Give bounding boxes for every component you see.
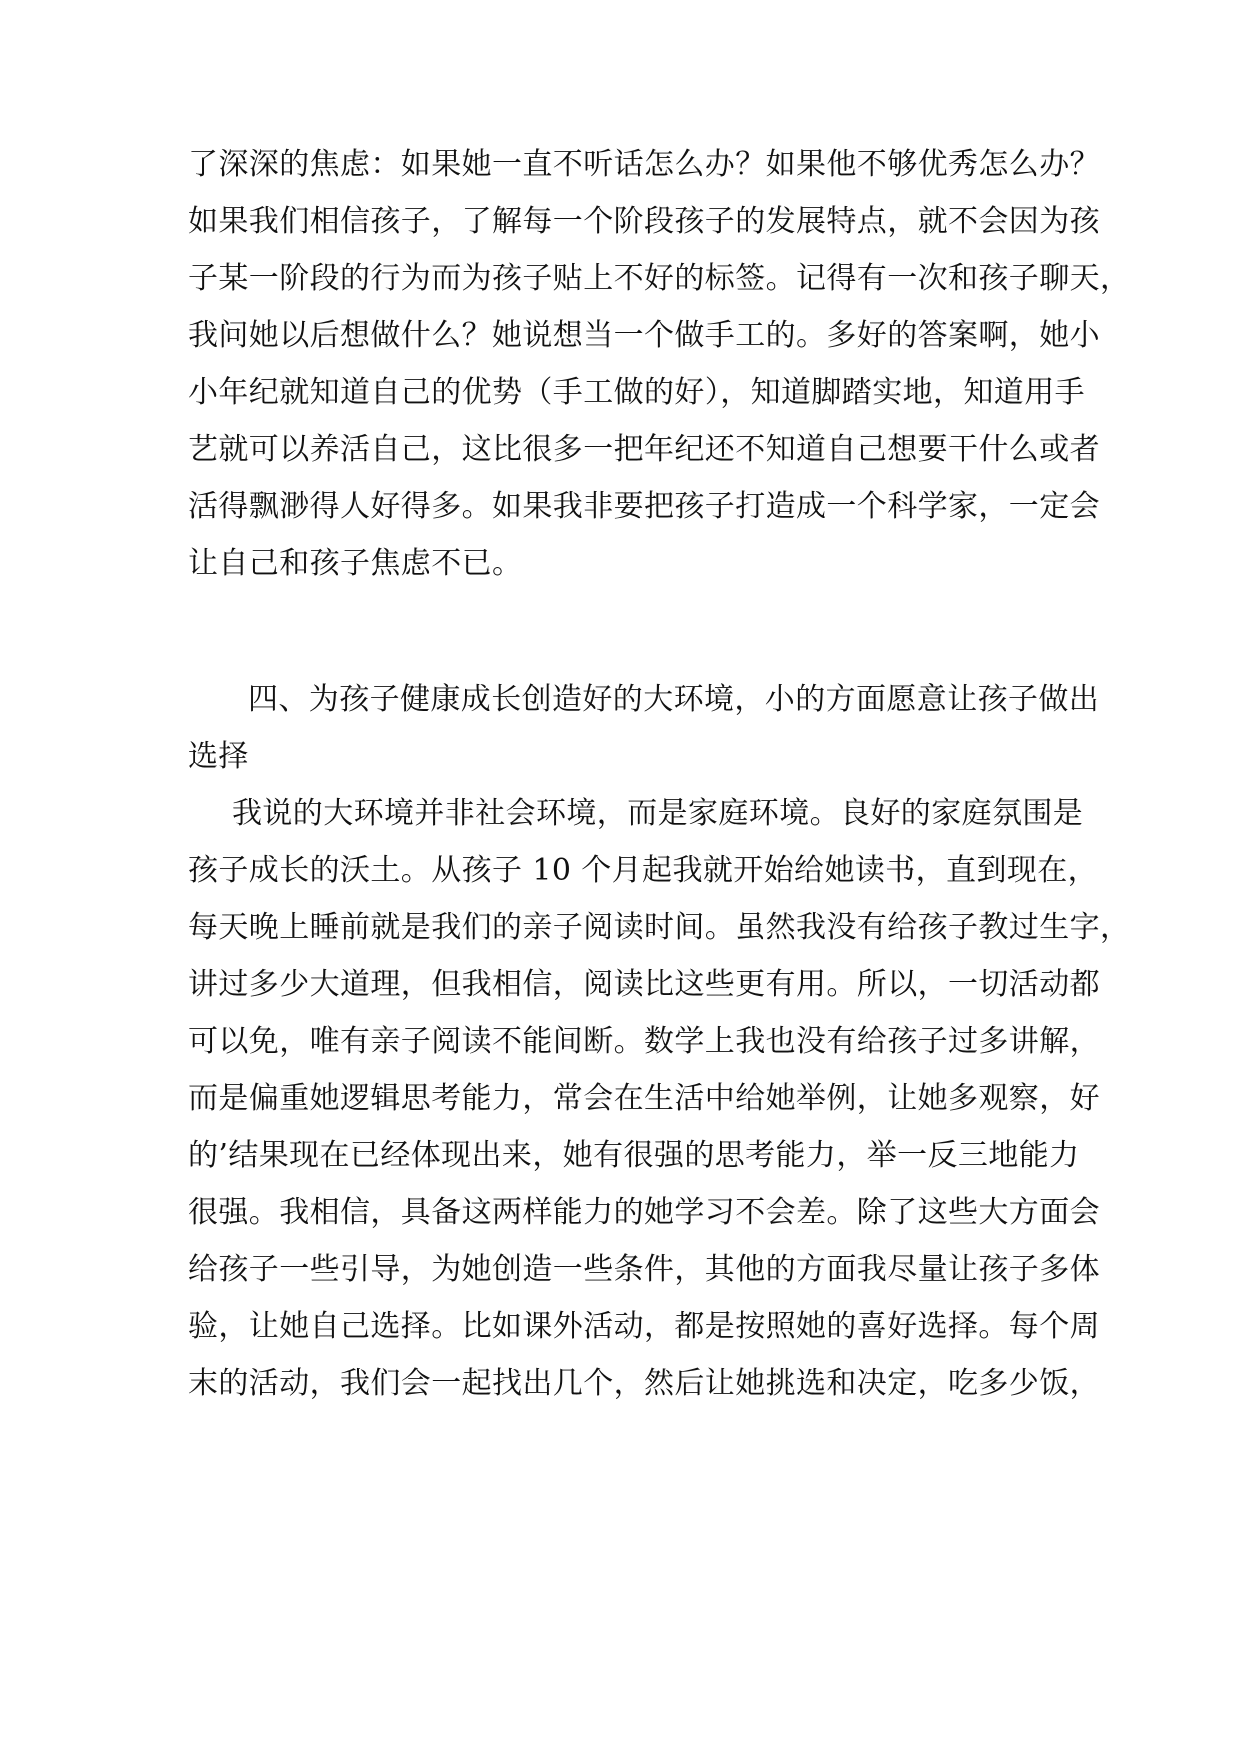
paragraph2-line-8: 很强。我相信，具备这两样能力的她学习不会差。除了这些大方面会 (188, 1195, 1100, 1230)
paragraph1-line-6: 艺就可以养活自己，这比很多一把年纪还不知道自己想要干什么或者 (188, 432, 1100, 467)
paragraph1-line-8: 让自己和孩子焦虑不已。 (188, 546, 523, 581)
paragraph2-line-11: 末的活动，我们会一起找出几个，然后让她挑选和决定，吃多少饭， (188, 1366, 1100, 1401)
paragraph2-line-9: 给孩子一些引导，为她创造一些条件，其他的方面我尽量让孩子多体 (188, 1252, 1100, 1287)
paragraph2-line-6: 而是偏重她逻辑思考能力，常会在生活中给她举例，让她多观察，好 (188, 1081, 1100, 1116)
paragraph2-line-7: 的’结果现在已经体现出来，她有很强的思考能力，举一反三地能力 (188, 1138, 1080, 1173)
paragraph1-line-7: 活得飘渺得人好得多。如果我非要把孩子打造成一个科学家，一定会 (188, 489, 1100, 524)
paragraph1-line-2: 如果我们相信孩子，了解每一个阶段孩子的发展特点，就不会因为孩 (188, 204, 1100, 239)
paragraph1-line-5: 小年纪就知道自己的优势（手工做的好），知道脚踏实地，知道用手 (188, 375, 1085, 410)
section-heading-line-1: 四、为孩子健康成长创造好的大环境，小的方面愿意让孩子做出 (248, 682, 1100, 717)
paragraph2-line-4: 讲过多少大道理，但我相信，阅读比这些更有用。所以，一切活动都 (188, 967, 1100, 1002)
paragraph2-line-2: 孩子成长的沃土。从孩子 10 个月起我就开始给她读书，直到现在， (188, 853, 1099, 888)
paragraph1-line-1: 了深深的焦虑：如果她一直不听话怎么办？如果他不够优秀怎么办？ (188, 147, 1100, 182)
paragraph2-line-3: 每天晚上睡前就是我们的亲子阅读时间。虽然我没有给孩子教过生字， (188, 910, 1131, 945)
paragraph2-line-5: 可以免，唯有亲子阅读不能间断。数学上我也没有给孩子过多讲解， (188, 1024, 1100, 1059)
paragraph1-line-3: 子某一阶段的行为而为孩子贴上不好的标签。记得有一次和孩子聊天， (188, 261, 1131, 296)
paragraph1-line-4: 我问她以后想做什么？她说想当一个做手工的。多好的答案啊，她小 (188, 318, 1100, 353)
section-heading-line-2: 选择 (188, 739, 249, 774)
paragraph2-line-1: 我说的大环境并非社会环境，而是家庭环境。良好的家庭氛围是 (232, 796, 1084, 831)
paragraph2-line-10: 验，让她自己选择。比如课外活动，都是按照她的喜好选择。每个周 (188, 1309, 1100, 1344)
